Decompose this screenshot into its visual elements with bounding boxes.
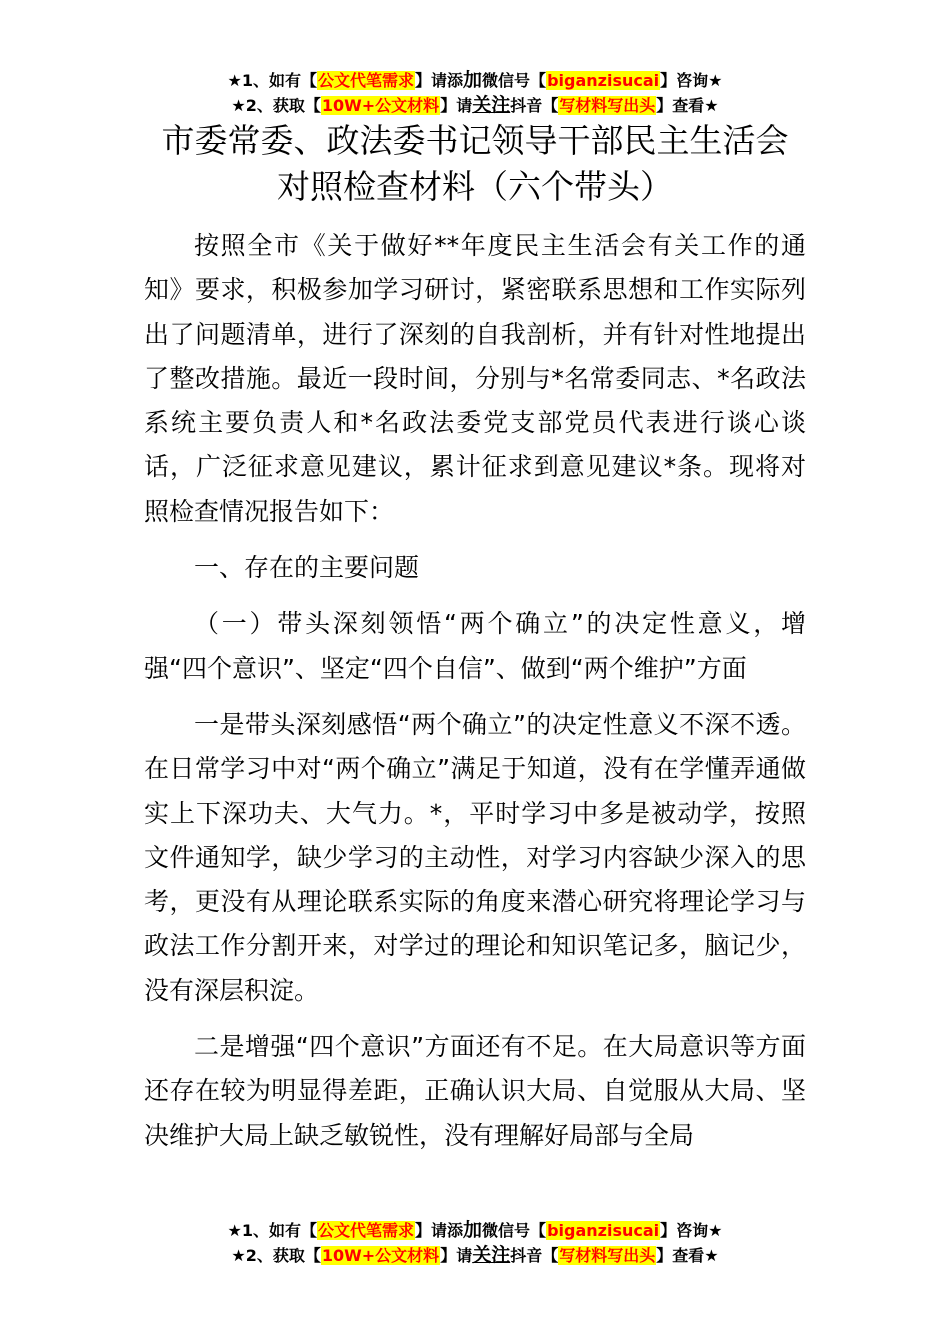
document-title: 市委常委、政法委书记领导干部民主生活会 (161, 121, 789, 160)
banner-text: ★1、如有【 (227, 1221, 317, 1240)
banner-line-1 (0, 1218, 950, 1243)
banner-text: 】查看★ (656, 1246, 719, 1265)
banner-line-2 (0, 93, 950, 118)
banner-emphasis: 加 (463, 1219, 483, 1241)
banner-douyin-id: 写材料写出头 (559, 96, 656, 115)
paragraph-intro: 按照全市《关于做好**年度民主生活会有关工作的通知》要求，积极参加学习研讨，紧密联系思想和工作实际列出了问题清单，进行了深刻的自我剖析，并有针对性地提出了整改措施。最近一段时间，分别与*名常委同志、*名政法系统主要负责人和*名政法委党支部党员代表进行谈心谈话，广泛征求意见建议，累计征求到意见建议*条。现将对照检查情况报告如下： (144, 231, 806, 526)
subsection-heading: （一）带头深刻领悟“两个确立”的决定性意义，增强“四个意识”、坚定“四个自信”、做到“两个维护”方面 (144, 609, 806, 683)
top-banner (0, 68, 950, 118)
banner-text: 抖音【 (510, 96, 559, 115)
banner-wechat-id: biganzisucai (547, 71, 660, 90)
section-heading: 一、存在的主要问题 (194, 553, 420, 583)
banner-text: 】请添 (415, 71, 464, 90)
banner-highlight: 10W+公文材料 (321, 1246, 440, 1265)
banner-text: ★1、如有【 (227, 71, 317, 90)
banner-text: 】咨询★ (660, 1221, 723, 1240)
banner-text: 】咨询★ (660, 71, 723, 90)
document-subtitle: 对照检查材料（六个带头） (277, 167, 673, 206)
banner-text: ★2、获取【 (231, 96, 321, 115)
banner-text: 】查看★ (656, 96, 719, 115)
banner-line-2 (0, 1243, 950, 1268)
banner-emphasis: 关注 (472, 94, 511, 116)
banner-douyin-id: 写材料写出头 (559, 1246, 656, 1265)
banner-emphasis: 加 (463, 69, 483, 91)
banner-text: 】请 (440, 1246, 473, 1265)
banner-wechat-id: biganzisucai (547, 1221, 660, 1240)
banner-text: 】请添 (415, 1221, 464, 1240)
banner-highlight: 公文代笔需求 (318, 1221, 415, 1240)
banner-text: 】请 (440, 96, 473, 115)
banner-text: 抖音【 (510, 1246, 559, 1265)
banner-highlight: 公文代笔需求 (318, 71, 415, 90)
banner-text: 微信号【 (482, 71, 547, 90)
document-body (144, 224, 806, 1158)
bottom-banner (0, 1218, 950, 1268)
banner-emphasis: 关注 (472, 1244, 511, 1266)
banner-text: ★2、获取【 (231, 1246, 321, 1265)
banner-highlight: 10W+公文材料 (321, 96, 440, 115)
paragraph-point-1: 一是带头深刻感悟“两个确立”的决定性意义不深不透。在日常学习中对“两个确立”满足于知道，没有在学懂弄通做实上下深功夫、大气力。*，平时学习中多是被动学，按照文件通知学，缺少学习的主动性，对学习内容缺少深入的思考，更没有从理论联系实际的角度来潜心研究将理论学习与政法工作分割开来，对学过的理论和知识笔记多，脑记少，没有深层积淀。 (144, 709, 806, 1005)
banner-text: 微信号【 (482, 1221, 547, 1240)
banner-line-1 (0, 68, 950, 93)
paragraph-point-2: 二是增强“四个意识”方面还有不足。在大局意识等方面还存在较为明显得差距，正确认识大局、自觉服从大局、坚决维护大局上缺乏敏锐性，没有理解好局部与全局 (144, 1032, 806, 1150)
